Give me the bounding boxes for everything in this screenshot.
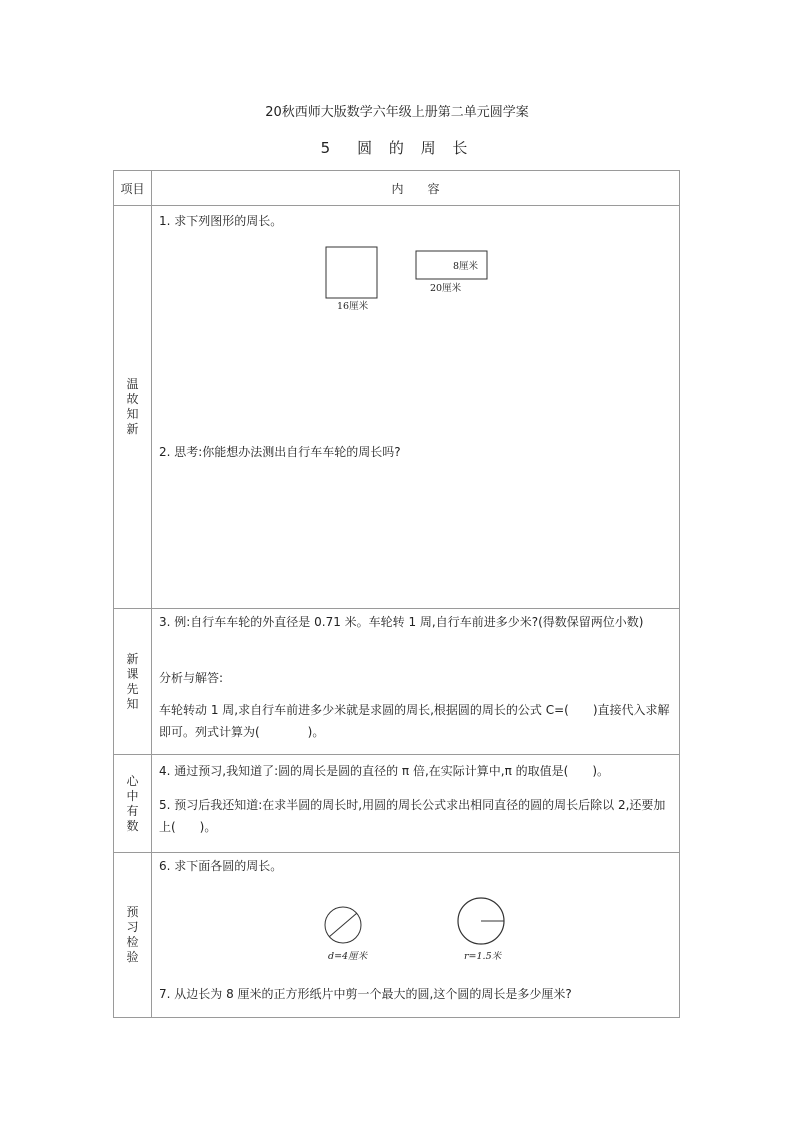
table-header-row [114, 171, 680, 206]
page-title: 20秋西师大版数学六年级上册第二单元圆学案 [265, 105, 529, 120]
section-label-xinke: 新课先知 [126, 651, 139, 711]
section-row-wengu [114, 206, 680, 609]
rect-height-label: 8厘米 [453, 261, 479, 272]
study-table [113, 170, 680, 1018]
solution-text: 车轮转动 1 周,求自行车前进多少米就是求圆的周长,根据圆的周长的公式 C=( )直接代入求解即可。列式计算为( )。 [159, 703, 670, 739]
circle-diameter-figure [322, 905, 364, 947]
header-item: 项目 [114, 171, 152, 206]
section-row-xinzhong [114, 755, 680, 853]
circle1-label: d=4厘米 [328, 951, 368, 962]
question-5: 5. 预习后我还知道:在求半圆的周长时,用圆的周长公式求出相同直径的圆的周长后除以 2,还要加上( )。 [159, 798, 666, 834]
question-3: 3. 例:自行车车轮的外直径是 0.71 米。车轮转 1 周,自行车前进多少米?(得数保留两位小数) [159, 615, 644, 629]
section-row-xinke [114, 609, 680, 755]
section-label-wengu: 温故知新 [126, 377, 139, 436]
question-2: 2. 思考:你能想办法测出自行车车轮的周长吗? [159, 445, 401, 459]
rect-width-label: 20厘米 [430, 283, 462, 294]
question-1: 1. 求下列图形的周长。 [159, 214, 283, 228]
circle-radius-figure [453, 895, 507, 949]
analysis-label: 分析与解答: [159, 671, 224, 685]
question-6: 6. 求下面各圆的周长。 [159, 859, 283, 873]
square-side-label: 16厘米 [337, 301, 369, 312]
lesson-subtitle: 5 圆 的 周 长 [320, 139, 474, 157]
question-7: 7. 从边长为 8 厘米的正方形纸片中剪一个最大的圆,这个圆的周长是多少厘米? [159, 987, 572, 1001]
section-label-yuxi: 预习检验 [126, 905, 139, 964]
question-4: 4. 通过预习,我知道了:圆的周长是圆的直径的 π 倍,在实际计算中,π 的取值是( )。 [159, 764, 610, 778]
header-content: 内 容 [152, 171, 680, 206]
circle2-label: r=1.5米 [464, 951, 502, 962]
section-row-yuxi [114, 853, 680, 1018]
section-label-xinzhong: 心中有数 [126, 773, 139, 833]
